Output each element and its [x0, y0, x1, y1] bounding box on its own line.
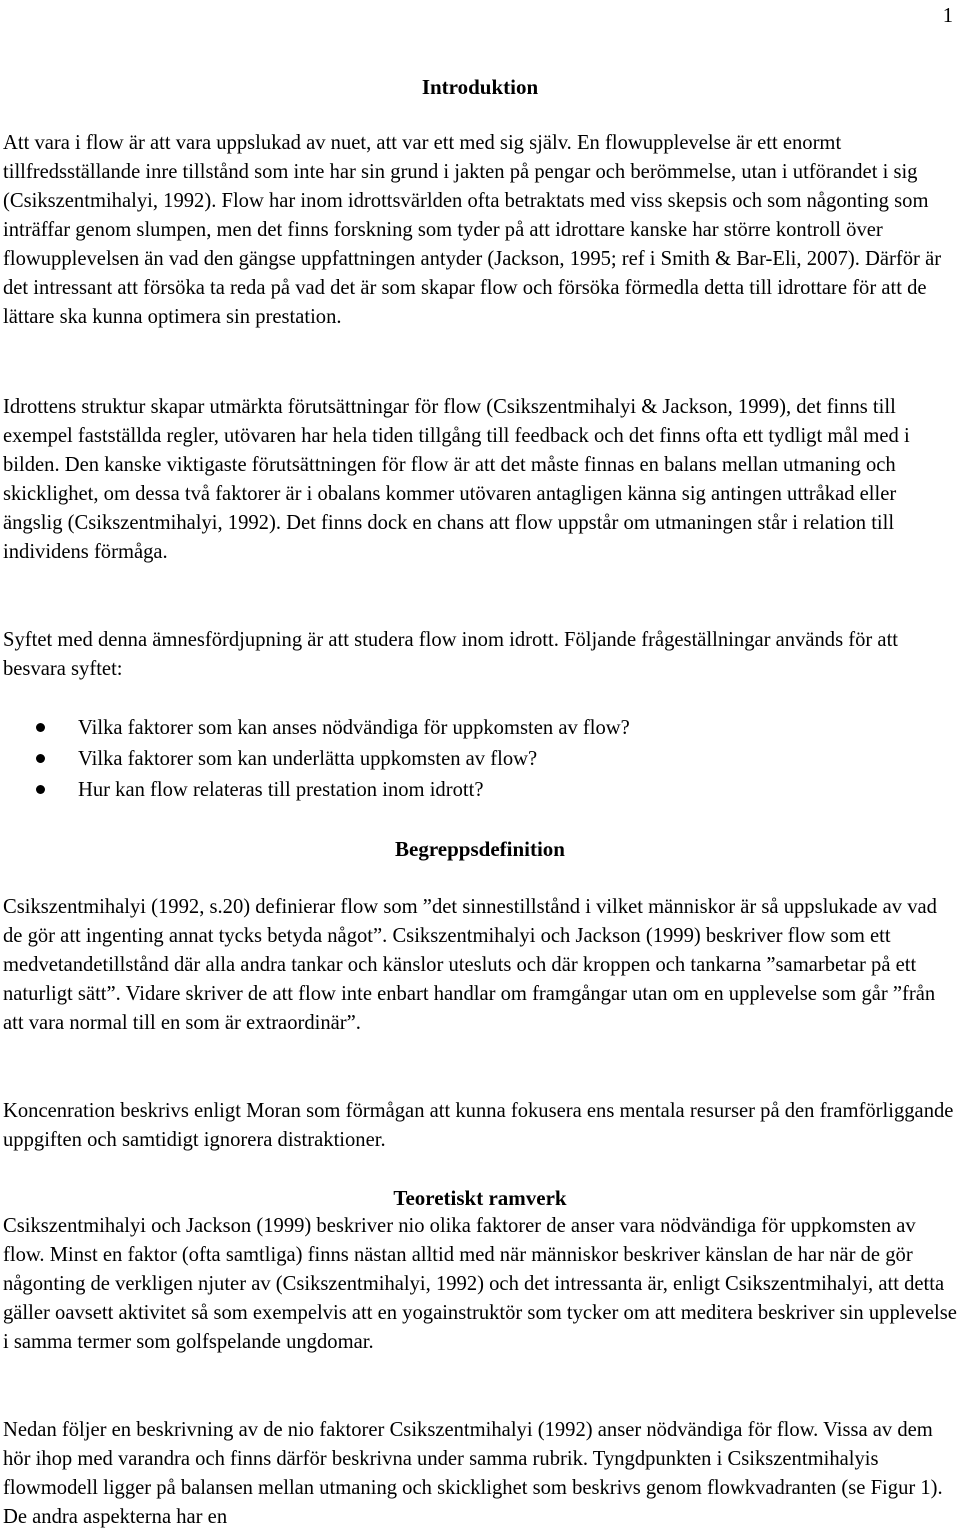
list-item-text: Vilka faktorer som kan anses nödvändiga för uppkomsten av flow?	[78, 717, 630, 739]
question-list	[0, 713, 940, 806]
intro-paragraph-1: Att vara i flow är att vara uppslukad av nuet, att var ett med sig själv. En flowupplevelse är ett enormt tillfredsställande inre tillstånd som inte har sin grund i jakten på pengar och berömmelse, utan i utförandet i sig (Csikszentmihalyi, 1992). Flow har inom idrottsvärlden ofta betraktats med viss skepsis och som någonting som inträffar genom slumpen, men det finns forskning som tyder på att idrottare kanske har större kontroll över flowupplevelsen än vad den gängse uppfattningen antyder (Jackson, 1995; ref i Smith & Bar-Eli, 2007). Därför är det intressant att försöka ta reda på vad det är som skapar flow och försöka förmedla detta till idrottare för att de lättare ska kunna optimera sin prestation.	[3, 132, 942, 328]
list-item	[0, 775, 940, 806]
bullet-icon	[36, 723, 45, 732]
heading-begreppsdefinition: Begreppsdefinition	[395, 837, 565, 861]
heading-teoretiskt-ramverk: Teoretiskt ramverk	[393, 1186, 567, 1210]
list-item	[0, 744, 940, 775]
bullet-icon	[36, 754, 45, 763]
intro-paragraph-3-syfte: Syftet med denna ämnesfördjupning är att studera flow inom idrott. Följande frågeställningar används för att besvara syftet:	[3, 629, 899, 680]
intro-paragraph-2: Idrottens struktur skapar utmärkta förutsättningar för flow (Csikszentmihalyi & Jackson, 1999), det finns till exempel fastställda regler, utövaren har hela tiden tillgång till feedback och det finns ofta ett tydligt mål med i bilden. Den kanske viktigaste förutsättningen för flow är att det måste finnas en balans mellan utmaning och skicklighet, om dessa två faktorer är i obalans kommer utövaren antagligen känna sig antingen uttråkad eller ängslig (Csikszentmihalyi, 1992). Det finns dock en chans att flow uppstår om utmaningen står i relation till individens förmåga.	[3, 396, 910, 563]
list-item-text: Hur kan flow relateras till prestation inom idrott?	[78, 779, 484, 801]
list-item-text: Vilka faktorer som kan underlätta uppkomsten av flow?	[78, 748, 538, 770]
definition-paragraph-2: Koncenration beskrivs enligt Moran som förmågan att kunna fokusera ens mentala resurser på den framförliggande uppgiften och samtidigt ignorera distraktioner.	[3, 1100, 954, 1151]
framework-paragraph-2: Nedan följer en beskrivning av de nio faktorer Csikszentmihalyi (1992) anser nödvändiga för flow. Vissa av dem hör ihop med varandra och finns därför beskrivna under samma rubrik. Tyngdpunkten i Csikszentmihalyis flowmodell ligger på balansen mellan utmaning och skicklighet som beskrivs genom flowkvadranten (se Figur 1). De andra aspekterna har en	[3, 1419, 943, 1528]
list-item	[0, 713, 940, 744]
definition-paragraph-1: Csikszentmihalyi (1992, s.20) definierar flow som ”det sinnestillstånd i vilket människor är så uppslukade av vad de gör att ingenting annat tycks betyda något”. Csikszentmihalyi och Jackson (1999) beskriver flow som ett medvetandetillstånd där alla andra tankar och känslor utesluts och där kroppen och tankarna ”samarbetar på ett naturligt sätt”. Vidare skriver de att flow inte enbart handlar om framgångar utan om en upplevelse som går ”från att vara normal till en som är extraordinär”.	[3, 896, 937, 1034]
heading-introduktion: Introduktion	[421, 75, 539, 99]
bullet-icon	[36, 785, 45, 794]
framework-paragraph-1: Csikszentmihalyi och Jackson (1999) beskriver nio olika faktorer de anser vara nödvändiga för uppkomsten av flow. Minst en faktor (ofta samtliga) finns nästan alltid med när människor beskriver känslan de har när de gör någonting de verkligen njuter av (Csikszentmihalyi, 1992) och det intressanta är, enligt Csikszentmihalyi, att detta gäller oavsett aktivitet så som exempelvis att en yogainstruktör som tycker om att meditera beskriver sin upplevelse i samma termer som golfspelande ungdomar.	[3, 1215, 957, 1353]
page-number: 1	[942, 5, 953, 27]
